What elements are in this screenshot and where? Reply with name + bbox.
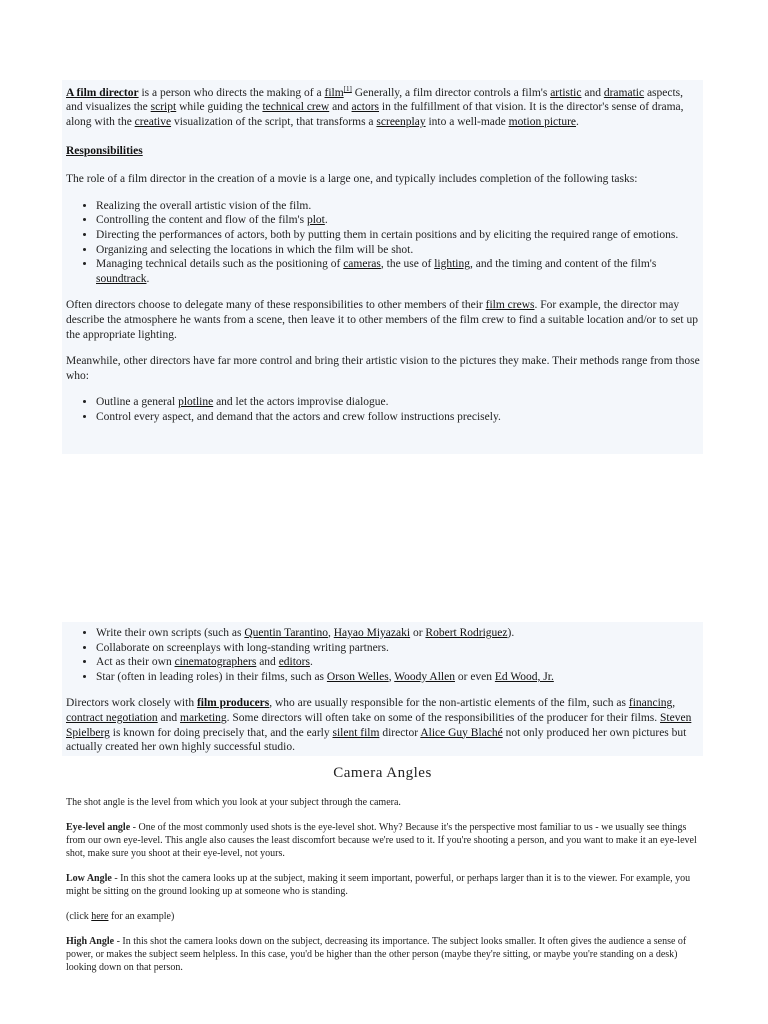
list-item: • Organizing and selecting the locations in which the film will be shot. — [96, 243, 701, 258]
link-cameras[interactable]: cameras — [343, 258, 381, 271]
eye-level-term: Eye-level angle — [66, 822, 131, 833]
link-silent-film[interactable]: silent film — [332, 726, 380, 739]
high-angle-term: High Angle — [66, 936, 115, 947]
list-item: • Collaborate on screenplays with long-standing writing partners. — [96, 641, 701, 656]
link-quentin-tarantino[interactable]: Quentin Tarantino — [244, 627, 328, 639]
camera-intro: The shot angle is the level from which you look at your subject through the camera. — [66, 797, 401, 808]
link-film-crews[interactable]: film crews — [485, 299, 535, 312]
article-section-middle — [62, 622, 703, 756]
link-woody-allen[interactable]: Woody Allen — [394, 670, 455, 683]
intro-paragraph: A film director is a person who directs the making of a film[1] Generally, a film director controls a film's artistic and dramatic aspects, and visualizes the script while guiding the technical crew and actors in the fulfillment of that vision. It is the director's sense of drama, along with the creative visualization of the script, that transforms a screenplay into a well-made motion picture. — [66, 85, 684, 129]
camera-angles-heading: Camera Angles — [333, 765, 432, 781]
link-dramatic[interactable]: dramatic — [603, 86, 645, 99]
link-hayao-miyazaki[interactable]: Hayao Miyazaki — [333, 627, 411, 639]
list-item: • Outline a general plotline and let the actors improvise dialogue. — [96, 395, 701, 410]
tasks-list — [66, 199, 701, 287]
film-director-term[interactable]: A film director — [66, 86, 139, 99]
link-plot[interactable]: plot — [306, 214, 325, 227]
link-financing[interactable]: financing — [628, 697, 673, 710]
link-steven-spielberg[interactable]: Steven Spielberg — [66, 711, 692, 739]
link-robert-rodriguez[interactable]: Robert Rodriguez — [425, 627, 508, 639]
methods-list — [66, 395, 701, 424]
eye-level-paragraph: Eye-level angle - One of the most commonly used shots is the eye-level shot. Why? Because it's the perspective most familiar to us - we usually see things from our own eye-level. This angle also causes the least discomfort because we're used to it. If you're shooting a person, and you want to make it an eye-level shot, make sure you shoot at their eye-level, not yours. — [66, 822, 697, 859]
camera-angles-section — [62, 765, 703, 974]
responsibilities-lead: The role of a film director in the creation of a movie is a large one, and typically includes completion of the following tasks: — [66, 173, 638, 186]
link-plotline[interactable]: plotline — [178, 396, 214, 409]
meanwhile-paragraph: Meanwhile, other directors have far more control and bring their artistic vision to the pictures they make. Their methods range from those who: — [66, 355, 700, 382]
responsibilities-heading: Responsibilities — [66, 144, 143, 157]
article-section-top — [62, 80, 703, 454]
list-item: • Realizing the overall artistic vision of the film. — [96, 199, 701, 214]
link-film[interactable]: film — [324, 86, 344, 99]
list-item: • Star (often in leading roles) in their films, such as Orson Welles, Woody Allen or even Ed Wood, Jr. — [96, 670, 701, 685]
link-here[interactable]: here — [91, 911, 109, 922]
list-item: • Controlling the content and flow of the film's plot. — [96, 213, 701, 228]
link-marketing[interactable]: marketing — [180, 711, 227, 724]
example-note: (click here for an example) — [66, 911, 175, 922]
link-actors[interactable]: actors — [351, 101, 380, 114]
link-artistic[interactable]: artistic — [550, 86, 582, 99]
low-angle-term: Low Angle — [66, 873, 112, 884]
link-script[interactable]: script — [150, 101, 177, 114]
low-angle-paragraph: Low Angle - In this shot the camera looks up at the subject, making it seem important, powerful, or perhaps larger than it is to the viewer. For example, you might be sitting on the ground looking up at someone who is standing. — [66, 873, 691, 897]
ref-1[interactable]: [1] — [343, 85, 352, 93]
link-motion-picture[interactable]: motion picture — [508, 116, 577, 129]
producers-paragraph: Directors work closely with film producers, who are usually responsible for the non-artistic elements of the film, such as financing, contract negotiation and marketing. Some directors will often take on some of the responsibilities of the producer for their films. Steven Spielberg is known for doing precisely that, and the early silent film director Alice Guy Blaché not only produced her own pictures but actually created her own highly successful studio. — [66, 697, 692, 754]
link-cinematographers[interactable]: cinematographers — [174, 656, 257, 669]
link-editors[interactable]: editors — [278, 656, 310, 669]
link-alice-guy-blache[interactable]: Alice Guy Blaché — [420, 726, 503, 739]
link-screenplay[interactable]: screenplay — [376, 116, 426, 129]
link-ed-wood[interactable]: Ed Wood, Jr. — [494, 670, 554, 683]
methods-list-continued — [66, 626, 701, 684]
list-item: • Act as their own cinematographers and editors. — [96, 655, 701, 670]
link-technical-crew[interactable]: technical crew — [262, 101, 330, 114]
list-item: • Control every aspect, and demand that the actors and crew follow instructions precisely. — [96, 410, 701, 425]
list-item: • Write their own scripts (such as Quentin Tarantino, Hayao Miyazaki or Robert Rodriguez). — [96, 626, 701, 641]
link-lighting[interactable]: lighting — [434, 258, 470, 271]
list-item: • Directing the performances of actors, both by putting them in certain positions and by eliciting the required range of emotions. — [96, 228, 701, 243]
link-contract-negotiation[interactable]: contract negotiation — [66, 711, 158, 724]
high-angle-paragraph: High Angle - In this shot the camera looks down on the subject, decreasing its importance. The subject looks smaller. It often gives the audience a sense of power, or makes the subject seem helpless. In this case, you'd be higher than the other person (maybe they're sitting, or maybe you're standing on a desk) looking down on that person. — [66, 936, 687, 973]
list-item: • Managing technical details such as the positioning of cameras, the use of lighting, and the timing and content of the film's soundtrack. — [96, 257, 701, 286]
link-soundtrack[interactable]: soundtrack — [96, 272, 147, 285]
link-orson-welles[interactable]: Orson Welles — [326, 670, 389, 683]
link-creative[interactable]: creative — [134, 116, 172, 129]
link-film-producers[interactable]: film producers — [196, 697, 270, 710]
delegate-paragraph: Often directors choose to delegate many of these responsibilities to other members of their film crews. For example, the director may describe the atmosphere he wants from a scene, then leave it to other members of the film crew to find a suitable location and/or to set up the appropriate lighting. — [66, 299, 698, 341]
